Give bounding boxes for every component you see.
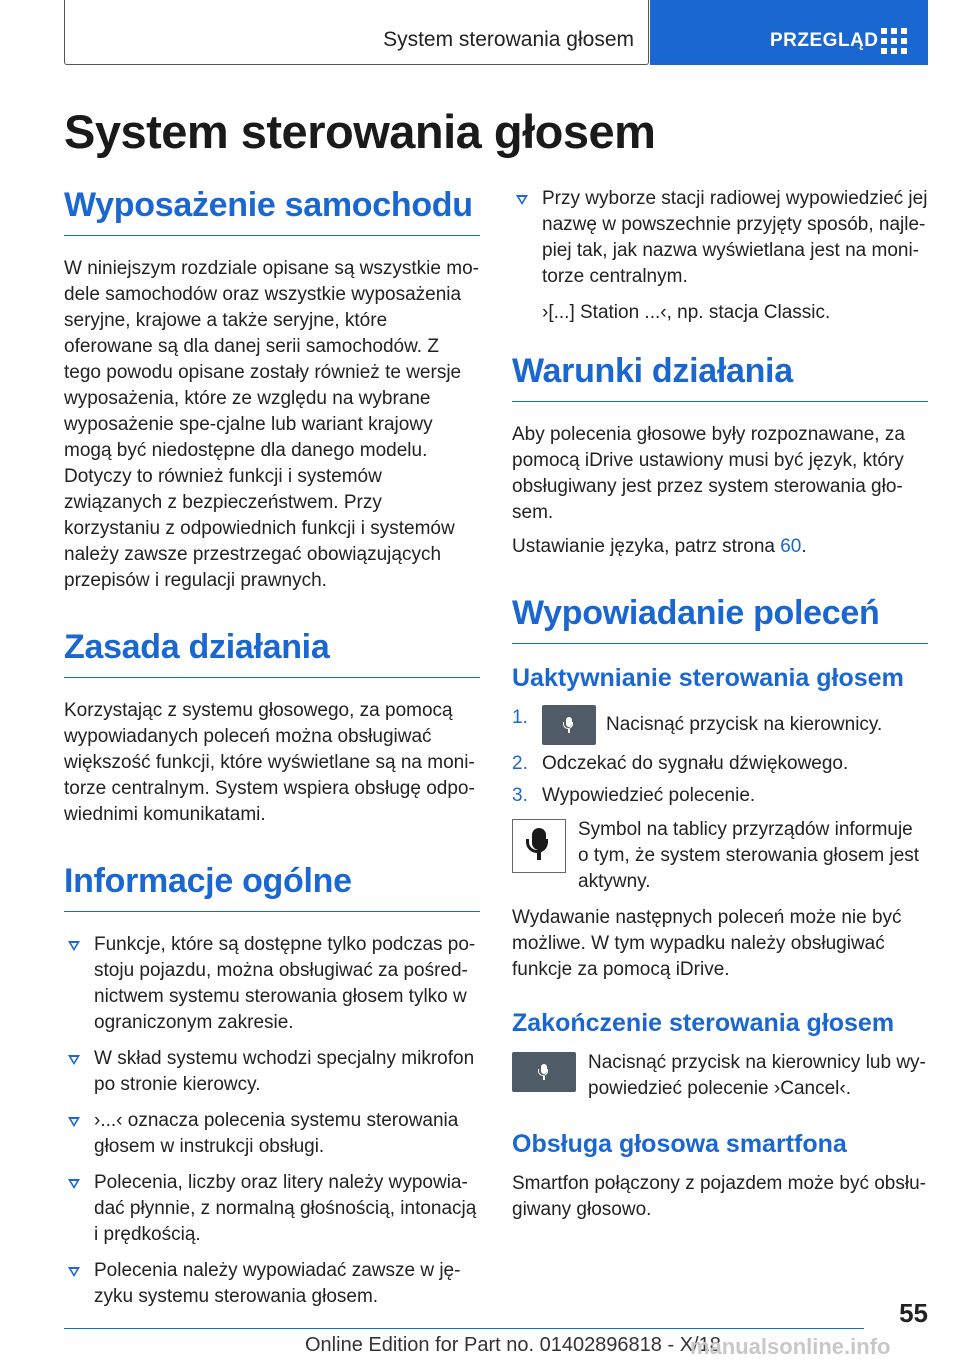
station-example: ›[...] Station ...‹, np. stacja Classic. xyxy=(542,302,831,323)
symbol-info xyxy=(512,817,928,895)
step-item: 2. Odczekać do sygnału dźwiękowego. xyxy=(512,753,849,774)
triangle-bullet-icon xyxy=(68,941,80,951)
triangle-bullet-icon xyxy=(516,195,528,205)
list-item: Polecenia należy wypowiadać zawsze w ję-zyku systemu sterowania głosem. xyxy=(64,1258,480,1310)
overview-tab-label: PRZEGLĄD xyxy=(770,30,879,51)
language-reference: Ustawianie języka, patrz strona 60. xyxy=(512,536,807,557)
subheading-activate: Uaktywnianie sterowania głosem xyxy=(512,664,904,692)
voice-button-icon xyxy=(542,705,596,745)
triangle-bullet-icon xyxy=(68,1055,80,1065)
left-column xyxy=(64,186,480,1320)
general-info-list xyxy=(64,932,480,1310)
right-column xyxy=(512,186,928,1231)
section-heading-principle: Zasada działania xyxy=(64,628,480,678)
triangle-bullet-icon xyxy=(68,1267,80,1277)
section-heading-conditions: Warunki działania xyxy=(512,352,928,402)
step-item: 3. Wypowiedzieć polecenie. xyxy=(512,785,756,806)
end-voice-info xyxy=(512,1050,928,1102)
list-item: W skład systemu wchodzi specjalny mikrofon po stronie kierowcy. xyxy=(64,1046,480,1098)
watermark: manualsonline.info xyxy=(690,1334,891,1359)
page-number: 55 xyxy=(899,1298,928,1328)
microphone-icon xyxy=(512,819,566,873)
triangle-bullet-icon xyxy=(68,1117,80,1127)
end-voice-text: Nacisnąć przycisk na kierownicy lub wy-powiedzieć polecenie ›Cancel‹. xyxy=(588,1052,926,1099)
further-commands-paragraph: Wydawanie następnych poleceń może nie być możliwe. W tym wypadku należy obsługiwać funkcje za pomocą iDrive. xyxy=(512,907,902,980)
overview-tab[interactable] xyxy=(650,0,928,65)
subheading-end: Zakończenie sterowania głosem xyxy=(512,1009,895,1037)
triangle-bullet-icon xyxy=(68,1179,80,1189)
section-heading-commands: Wypowiadanie poleceń xyxy=(512,594,928,644)
principle-paragraph: Korzystając z systemu głosowego, za pomocą wypowiadanych poleceń można obsługiwać większość funkcji, które wyświetlane są na moni-torze centralnym. System wspiera obsługę odpo-wiednimi komunikatami. xyxy=(64,700,475,825)
conditions-paragraph: Aby polecenia głosowe były rozpoznawane, za pomocą iDrive ustawiony musi być język, który obsługiwany jest przez system sterowania gło-sem. xyxy=(512,424,905,523)
activation-steps xyxy=(512,705,928,809)
footer-rule xyxy=(64,1328,864,1329)
continued-list xyxy=(512,186,928,290)
voice-button-icon xyxy=(512,1052,576,1092)
section-heading-equipment: Wyposażenie samochodu xyxy=(64,186,480,236)
page-reference-link[interactable]: 60 xyxy=(780,536,802,557)
subheading-smartphone: Obsługa głosowa smartfona xyxy=(512,1130,847,1158)
footer-edition: Online Edition for Part no. 01402896818 - X/18 xyxy=(305,1334,721,1356)
section-heading-general-info: Informacje ogólne xyxy=(64,862,480,912)
page-header xyxy=(64,0,928,65)
list-item: ›...‹ oznacza polecenia systemu sterowania głosem w instrukcji obsługi. xyxy=(64,1108,480,1160)
page-title: System sterowania głosem xyxy=(64,105,656,158)
header-section-box xyxy=(64,0,649,65)
list-item: Polecenia, liczby oraz litery należy wypowia-dać płynnie, z normalną głośnością, intonacją i prędkością. xyxy=(64,1170,480,1248)
grid-icon xyxy=(881,28,907,54)
smartphone-paragraph: Smartfon połączony z pojazdem może być obsłu-giwany głosowo. xyxy=(512,1173,926,1220)
header-section-title: System sterowania głosem xyxy=(383,28,634,51)
symbol-info-text: Symbol na tablicy przyrządów informuje o tym, że system sterowania głosem jest aktywny. xyxy=(578,819,920,892)
equipment-paragraph: W niniejszym rozdziale opisane są wszystkie mo-dele samochodów oraz wszystkie wyposażenia seryjne, krajowe a także seryjne, które oferowane są dla danej serii samochodów. Z tego powodu opisane zostały również te wersje wyposażenia, które ze względu na wybrane wyposażenie spe-cjalne lub wariant krajowy mogą być niedostępne dla danego modelu. Dotyczy to również funkcji i systemów związanych z bezpieczeństwem. Przy korzystaniu z odpowiednich funkcji i systemów należy zawsze przestrzegać obowiązujących przepisów i regulacji prawnych. xyxy=(64,258,479,591)
list-item: Przy wyborze stacji radiowej wypowiedzieć jej nazwę w powszechnie przyjęty sposób, najle-piej tak, jak nazwa wyświetlana jest na moni-torze centralnym. xyxy=(512,186,928,290)
list-item: Funkcje, które są dostępne tylko podczas po-stoju pojazdu, można obsługiwać za pośred-nictwem systemu sterowania głosem tylko w ograniczonym zakresie. xyxy=(64,932,480,1036)
step-item: 1. Nacisnąć przycisk na kierownicy. xyxy=(512,705,928,745)
